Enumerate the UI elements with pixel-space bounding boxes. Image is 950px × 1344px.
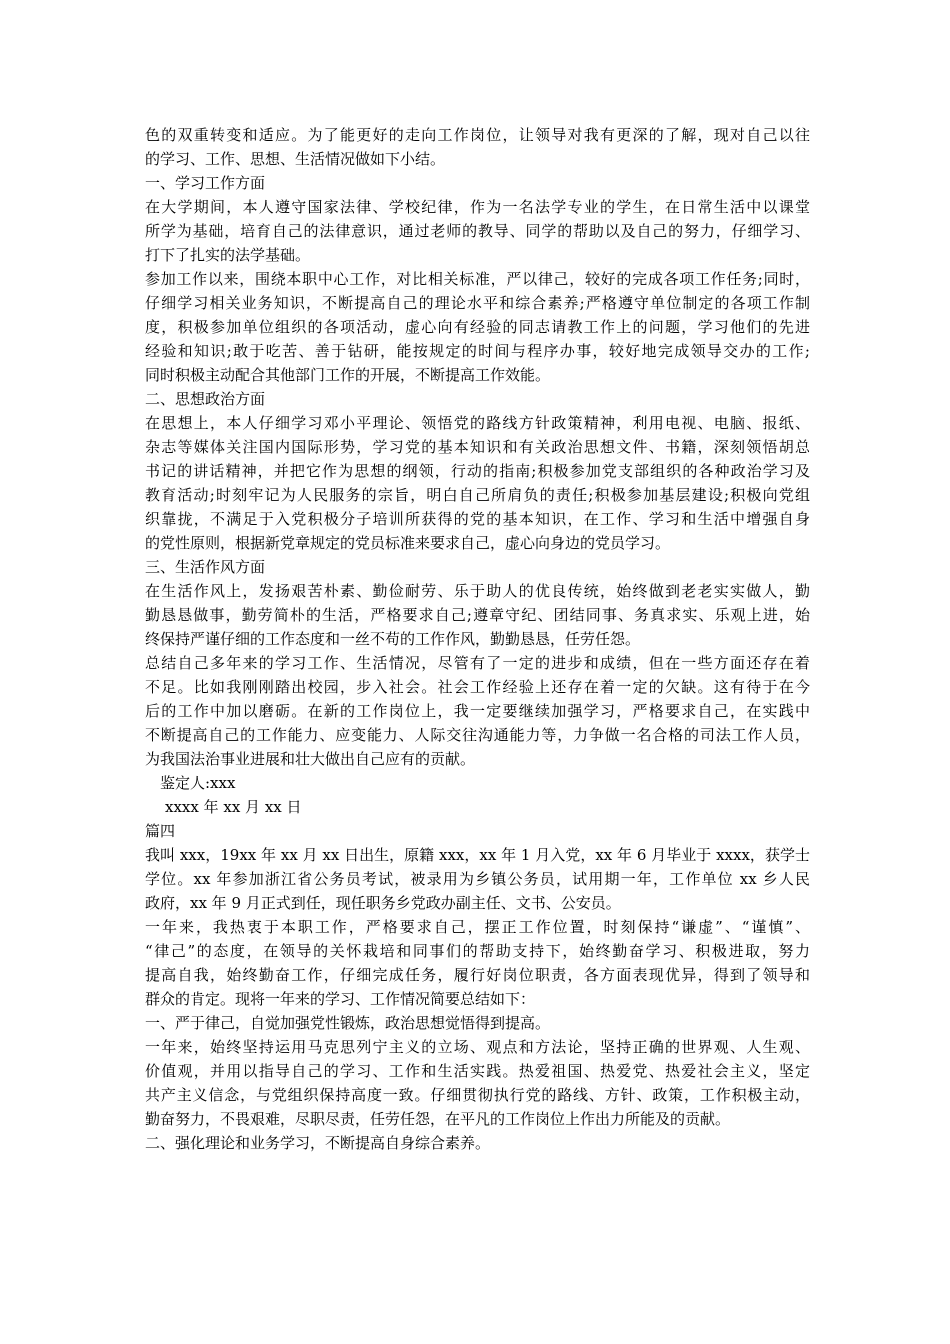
text-line: 价值观，并用以指导自己的学习、工作和生活实践。热爱祖国、热爱党、热爱社会主义，坚定	[145, 1062, 810, 1080]
text-line: 为我国法治事业进展和壮大做出自己应有的贡献。	[145, 750, 476, 768]
text-line: 同时积极主动配合其他部门工作的开展，不断提高工作效能。	[145, 366, 551, 384]
text-line: 共产主义信念，与党组织保持高度一致。仔细贯彻执行党的路线、方针、政策，工作积极主动，	[145, 1086, 810, 1104]
text-line: 一年来，我热衷于本职工作，严格要求自己，摆正工作位置，时刻保持“谦虚”、“谨慎”、	[145, 918, 810, 936]
text-line: 勤恳恳做事，勤劳简朴的生活，严格要求自己;遵章守纪、团结同事、务真求实、乐观上进，始	[145, 606, 810, 624]
appraiser-line: 鉴定人:xxx	[160, 774, 236, 792]
text-line: 群众的肯定。现将一年来的学习、工作情况简要总结如下：	[145, 990, 536, 1008]
section-heading: 二、强化理论和业务学习，不断提高自身综合素养。	[145, 1134, 491, 1152]
text-line: 经验和知识;敢于吃苦、善于钻研，能按规定的时间与程序办事，较好地完成领导交办的工作;	[145, 342, 810, 360]
text-line: 度，积极参加单位组织的各项活动，虚心向有经验的同志请教工作上的问题，学习他们的先进	[145, 318, 810, 336]
text-line: 打下了扎实的法学基础。	[145, 246, 311, 264]
text-line: 参加工作以来，围绕本职中心工作，对比相关标准，严以律己，较好的完成各项工作任务;同时，	[145, 270, 810, 288]
date-line: xxxx 年 xx 月 xx 日	[165, 798, 302, 816]
text-line: 勤奋努力，不畏艰难，尽职尽责，任劳任怨，在平凡的工作岗位上作出力所能及的贡献。	[145, 1110, 731, 1128]
text-line: 不断提高自己的工作能力、应变能力、人际交往沟通能力等，力争做一名合格的司法工作人员，	[145, 726, 810, 744]
text-line: 学位。xx 年参加浙江省公务员考试，被录用为乡镇公务员，试用期一年，工作单位 xx 乡人民	[145, 870, 810, 888]
text-line: 政府，xx 年 9 月正式到任，现任职务乡党政办副主任、文书、公安员。	[145, 894, 621, 912]
text-line: 书记的讲话精神，并把它作为思想的纲领，行动的指南;积极参加党支部组织的各种政治学习及	[145, 462, 810, 480]
section-title: 篇四	[145, 822, 176, 840]
text-line: 后的工作中加以磨砺。在新的工作岗位上，我一定要继续加强学习，严格要求自己，在实践中	[145, 702, 810, 720]
section-heading: 一、学习工作方面	[145, 174, 266, 192]
text-line: 在大学期间，本人遵守国家法律、学校纪律，作为一名法学专业的学生，在日常生活中以课堂	[145, 198, 810, 216]
text-line: 色的双重转变和适应。为了能更好的走向工作岗位，让领导对我有更深的了解，现对自己以往	[145, 126, 810, 144]
section-heading: 三、生活作风方面	[145, 558, 266, 576]
text-line: 仔细学习相关业务知识，不断提高自己的理论水平和综合素养;严格遵守单位制定的各项工作制	[145, 294, 810, 312]
text-line: 在思想上，本人仔细学习邓小平理论、领悟党的路线方针政策精神，利用电视、电脑、报纸、	[145, 414, 810, 432]
text-line: 在生活作风上，发扬艰苦朴素、勤俭耐劳、乐于助人的优良传统，始终做到老老实实做人，勤	[145, 582, 810, 600]
section-heading: 二、思想政治方面	[145, 390, 266, 408]
text-line: “律己”的态度，在领导的关怀栽培和同事们的帮助支持下，始终勤奋学习、积极进取，努力	[145, 942, 810, 960]
text-line: 提高自我，始终勤奋工作，仔细完成任务，履行好岗位职责，各方面表现优异，得到了领导和	[145, 966, 810, 984]
section-heading: 一、严于律己，自觉加强党性锻炼，政治思想觉悟得到提高。	[145, 1014, 551, 1032]
text-line: 的学习、工作、思想、生活情况做如下小结。	[145, 150, 446, 168]
text-line: 我叫 xxx，19xx 年 xx 月 xx 日出生，原籍 xxx，xx 年 1 月入党，xx 年 6 月毕业于 xxxx，获学士	[145, 846, 810, 864]
text-line: 织靠拢，不满足于入党积极分子培训所获得的党的基本知识，在工作、学习和生活中增强自身	[145, 510, 810, 528]
text-line: 一年来，始终坚持运用马克思列宁主义的立场、观点和方法论，坚持正确的世界观、人生观、	[145, 1038, 810, 1056]
text-line: 不足。比如我刚刚踏出校园，步入社会。社会工作经验上还存在着一定的欠缺。这有待于在今	[145, 678, 810, 696]
text-line: 终保持严谨仔细的工作态度和一丝不苟的工作作风，勤勤恳恳，任劳任怨。	[145, 630, 641, 648]
text-line: 总结自己多年来的学习工作、生活情况，尽管有了一定的进步和成绩，但在一些方面还存在着	[145, 654, 810, 672]
text-line: 杂志等媒体关注国内国际形势，学习党的基本知识和有关政治思想文件、书籍，深刻领悟胡总	[145, 438, 810, 456]
text-line: 的党性原则，根据新党章规定的党员标准来要求自己，虚心向身边的党员学习。	[145, 534, 671, 552]
text-line: 教育活动;时刻牢记为人民服务的宗旨，明白自己所肩负的责任;积极参加基层建设;积极向党组	[145, 486, 810, 504]
text-line: 所学为基础，培育自己的法律意识，通过老师的教导、同学的帮助以及自己的努力，仔细学习、	[145, 222, 810, 240]
document-body	[145, 123, 810, 1155]
